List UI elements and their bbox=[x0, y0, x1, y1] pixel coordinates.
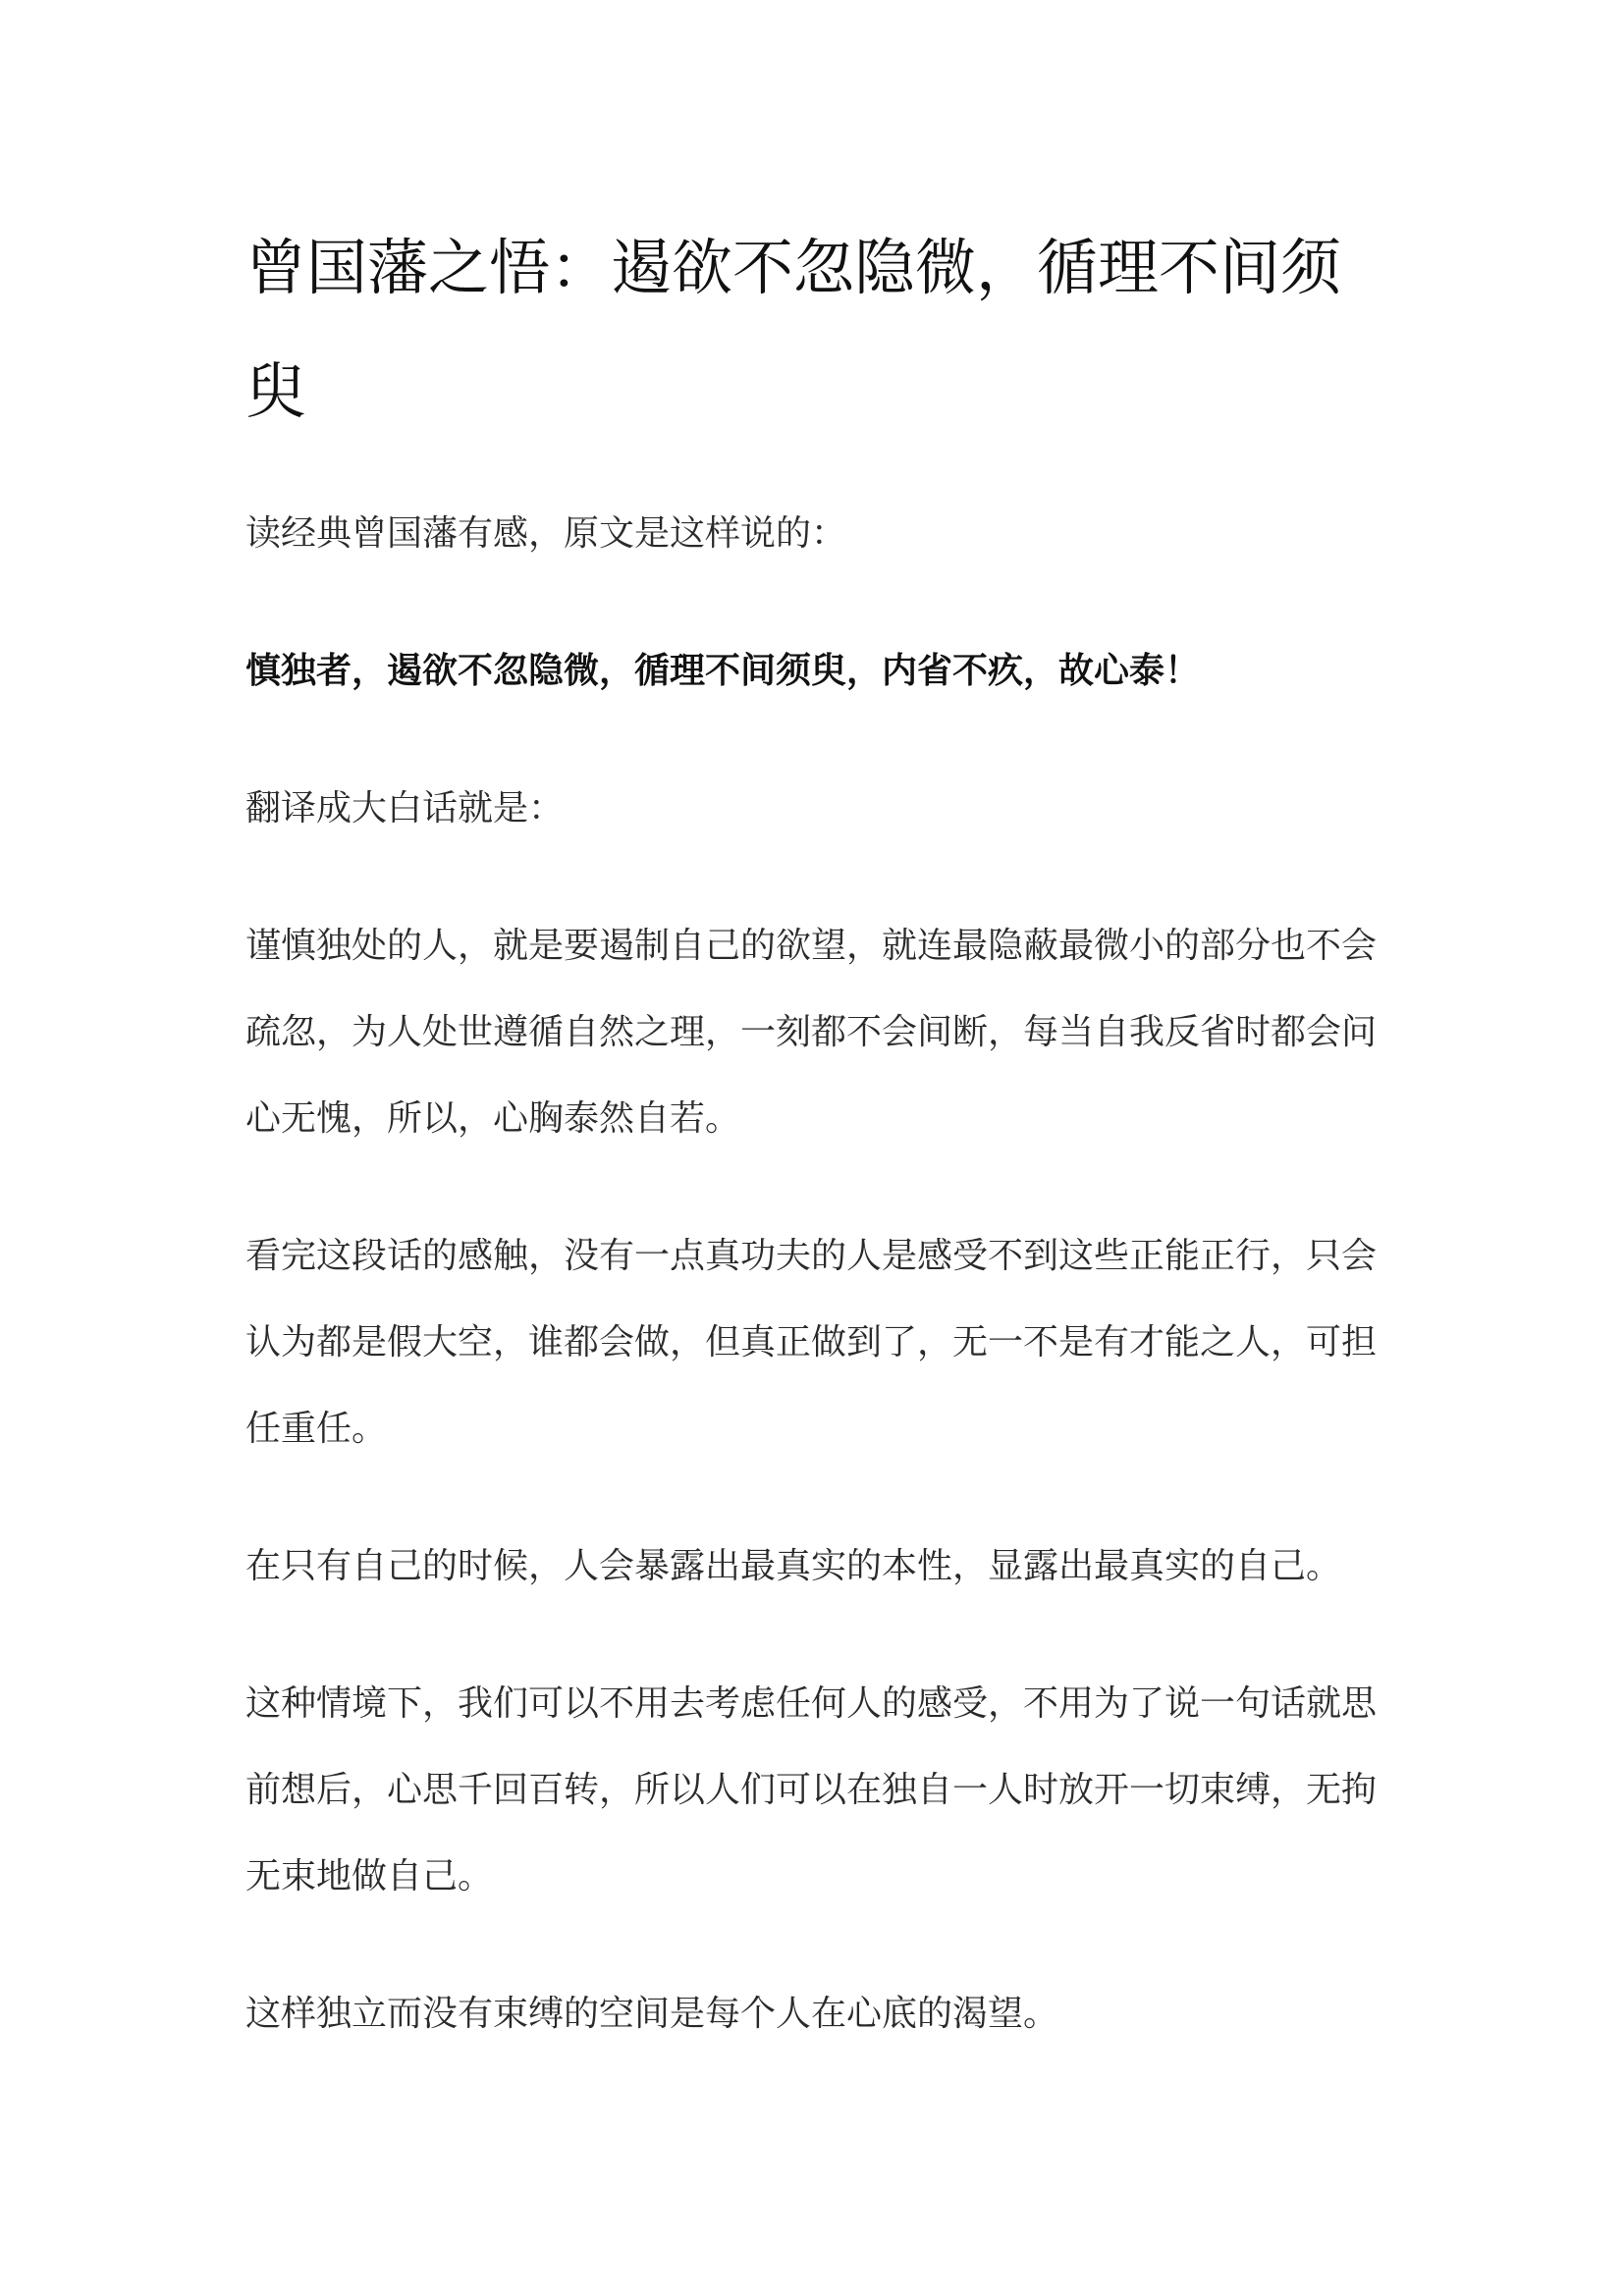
body-paragraph: 谨慎独处的人，就是要遏制自己的欲望，就连最隐蔽最微小的部分也不会疏忽，为人处世遵循自然之理，一刻都不会间断，每当自我反省时都会问心无愧，所以，心胸泰然自若。 bbox=[245, 926, 1378, 1139]
body-paragraph: 在只有自己的时候，人会暴露出最真实的本性，显露出最真实的自己。 bbox=[245, 1546, 1342, 1586]
body-paragraph: 这种情境下，我们可以不用去考虑任何人的感受，不用为了说一句话就思前想后，心思千回百转，所以人们可以在独自一人时放开一切束缚，无拘无束地做自己。 bbox=[245, 1683, 1378, 1896]
article-page bbox=[245, 206, 1384, 2057]
article-title: 曾国藩之悟：遏欲不忽隐微，循理不间须臾 bbox=[245, 232, 1342, 427]
translation-label: 翻译成大白话就是： bbox=[245, 788, 565, 828]
body-paragraph: 看完这段话的感触，没有一点真功夫的人是感受不到这些正能正行，只会认为都是假大空，谁都会做，但真正做到了，无一不是有才能之人，可担任重任。 bbox=[245, 1236, 1378, 1449]
classical-quote: 慎独者，遏欲不忽隐微，循理不间须臾，内省不疚，故心泰！ bbox=[245, 651, 1201, 691]
intro-paragraph: 读经典曾国藩有感，原文是这样说的： bbox=[245, 513, 847, 554]
body-paragraph: 这样独立而没有束缚的空间是每个人在心底的渴望。 bbox=[245, 1994, 1059, 2034]
